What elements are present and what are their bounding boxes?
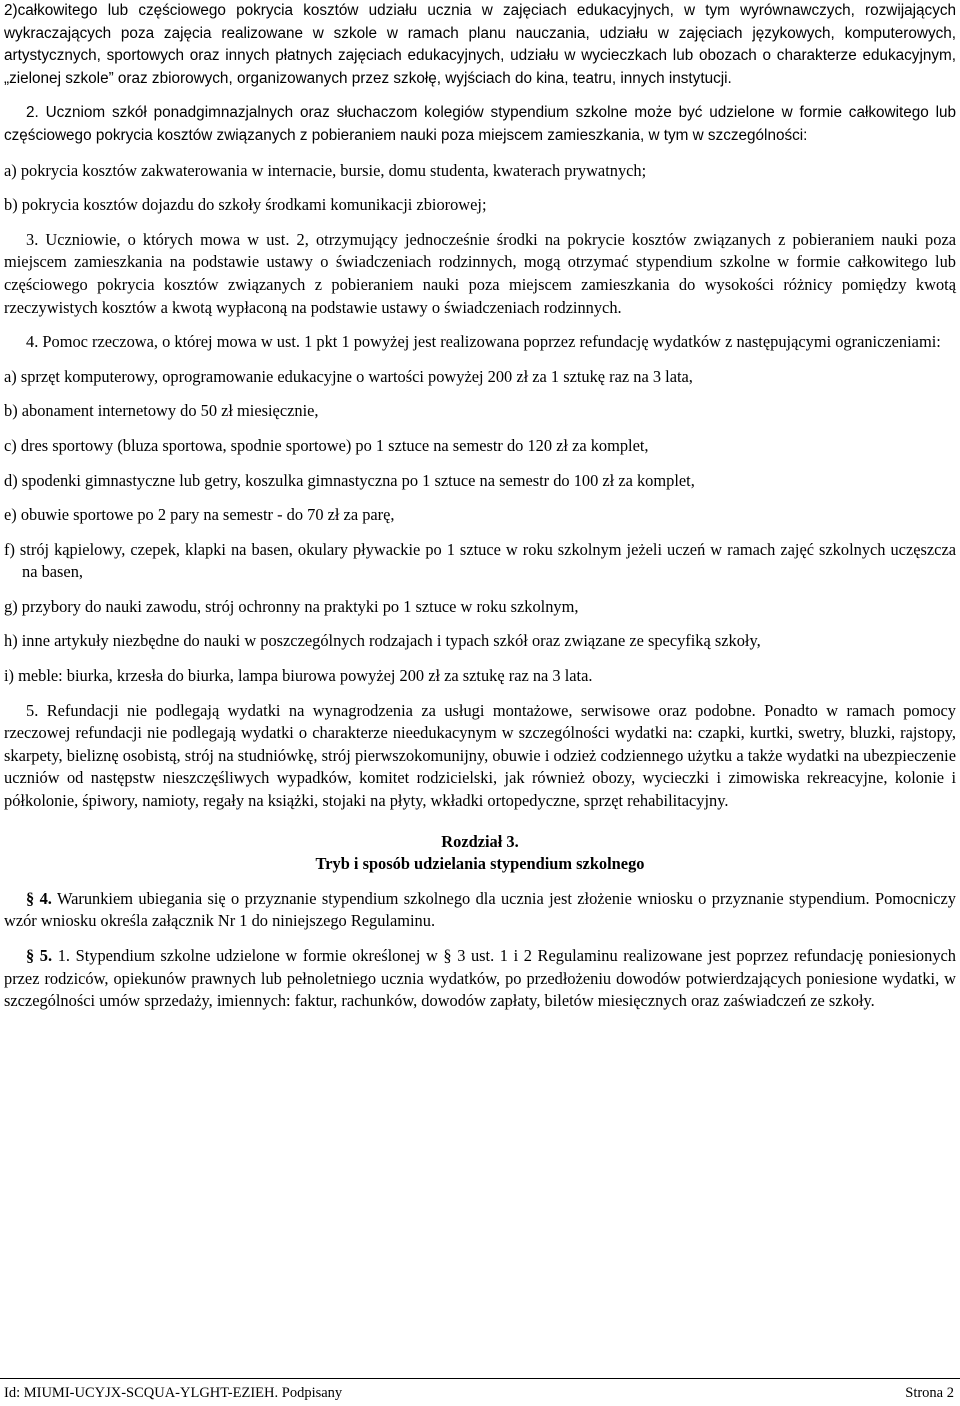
list-item: f) strój kąpielowy, czepek, klapki na basen, okulary pływackie po 1 sztuce w roku szkolnym jeżeli uczeń w ramach zajęć szkolnych uczęszcza na basen,	[4, 539, 956, 582]
list-item: a) sprzęt komputerowy, oprogramowanie edukacyjne o wartości powyżej 200 zł za 1 sztukę raz na 3 lata,	[4, 366, 693, 386]
section-4-label: § 4.	[26, 888, 52, 908]
section-5	[4, 945, 956, 1013]
list-item: d) spodenki gimnastyczne lub getry, koszulka gimnastyczna po 1 sztuce na semestr do 100 zł za komplet,	[4, 470, 695, 490]
list-item: e) obuwie sportowe po 2 pary na semestr - do 70 zł za parę,	[4, 505, 395, 525]
section-5-label: § 5.	[26, 946, 53, 965]
list-item: h) inne artykuły niezbędne do nauki w poszczególnych rodzajach i typach szkół oraz związane ze specyfiką szkoły,	[4, 631, 761, 651]
document-id: Id: MIUMI-UCYJX-SCQUA-YLGHT-EZIEH. Podpisany	[4, 1385, 343, 1401]
document-body	[4, 0, 956, 1013]
section-4-text: Warunkiem ubiegania się o przyznanie stypendium szkolnego dla ucznia jest złożenie wniosku o przyznanie stypendium. Pomocniczy wzór wniosku określa załącznik Nr 1 do niniejszego Regulaminu.	[4, 888, 956, 931]
paragraph-4: 4. Pomoc rzeczowa, o której mowa w ust. 1 pkt 1 powyżej jest realizowana poprzez refundację wydatków z następującymi ograniczeniami:	[26, 332, 941, 352]
list-item: c) dres sportowy (bluza sportowa, spodnie sportowe) po 1 sztuce na semestr do 120 zł za komplet,	[4, 435, 649, 455]
paragraph-2-a: a) pokrycia kosztów zakwaterowania w internacie, bursie, domu studenta, kwaterach prywatnych;	[4, 160, 647, 180]
chapter-number: Rozdział 3.	[441, 831, 519, 851]
paragraph-item-2: 2)całkowitego lub częściowego pokrycia kosztów udziału ucznia w zajęciach edukacyjnych, w tym wyrównawczych, rozwijających wykraczających poza zajęcia realizowane w szkole w ramach planu nauczania, udziału w zajęciach językowych, komputerowych, artystycznych, sportowych oraz innych płatnych zajęciach edukacyjnych, udziału w wycieczkach lub obozach o charakterze edukacyjnym, „zielonej szkole” oraz zbiorowych, organizowanych przez szkołę, wyjściach do kina, teatru, innych instytucji.	[4, 2, 956, 87]
list-item: b) abonament internetowy do 50 zł miesięcznie,	[4, 401, 319, 421]
paragraph-3: 3. Uczniowie, o których mowa w ust. 2, otrzymujący jednocześnie środki na pokrycie kosztów związanych z pobieraniem nauki poza miejscem zamieszkania na podstawie ustawy o świadczeniach rodzinnych, mogą otrzymać stypendium szkolne w formie całkowitego lub częściowego pokrycia kosztów związanych z pobieraniem nauki poza miejscem zamieszkania do wysokości różnicy pomiędzy kwotą rzeczywistych kosztów a kwotą wypłaconą na podstawie ustawy o świadczeniach rodzinnych.	[4, 229, 956, 317]
chapter-title: Tryb i sposób udzielania stypendium szkolnego	[315, 854, 645, 874]
list-item: g) przybory do nauki zawodu, strój ochronny na praktyki po 1 sztuce w roku szkolnym,	[4, 596, 579, 616]
paragraph-2-b: b) pokrycia kosztów dojazdu do szkoły środkami komunikacji zbiorowej;	[4, 195, 487, 215]
page-number: Strona 2	[905, 1385, 954, 1401]
paragraph-2: 2. Uczniom szkół ponadgimnazjalnych oraz słuchaczom kolegiów stypendium szkolne może być udzielone w formie całkowitego lub częściowego pokrycia kosztów związanych z pobieraniem nauki poza miejscem zamieszkania, w tym w szczególności:	[4, 104, 956, 144]
chapter-heading	[4, 831, 956, 876]
section-4	[4, 888, 956, 933]
paragraph-5: 5. Refundacji nie podlegają wydatki na wynagrodzenia za usługi montażowe, serwisowe oraz podobne. Ponadto w ramach pomocy rzeczowej refundacji nie podlegają wydatki o charakterze nieedukacynym w szczególności wydatki na: czapki, kurtki, swetry, bluzki, rajstopy, skarpety, bieliznę osobistą, strój na studniówkę, strój pierwszokomunijny, obuwie i odzież codziennego użytku a także wydatki na ubezpieczenie uczniów od następstw nieszczęśliwych wypadków, komitet rodzicielski, jak również obozy, wycieczki i zimowiska rekreacyjne, kolonie i półkolonie, śpiwory, namioty, regały na książki, stojaki na płyty, wkładki ortopedyczne, sprzęt rehabilitacyjny.	[4, 700, 956, 811]
list-item: i) meble: biurka, krzesła do biurka, lampa biurowa powyżej 200 zł za sztukę raz na 3 lata.	[4, 666, 593, 686]
section-5-text: 1. Stypendium szkolne udzielone w formie określonej w § 3 ust. 1 i 2 Regulaminu realizowane jest poprzez refundację poniesionych przez rodziców, opiekunów prawnych lub pełnoletniego ucznia wydatków, po przedłożeniu dowodów potwierdzających poniesione wydatki, w szczególności umów sprzedaży, imiennych: faktur, rachunków, dowodów zapłaty, biletów miesięcznych oraz zaświadczeń ze szkoły.	[4, 946, 956, 1011]
footer-divider	[0, 1378, 960, 1379]
